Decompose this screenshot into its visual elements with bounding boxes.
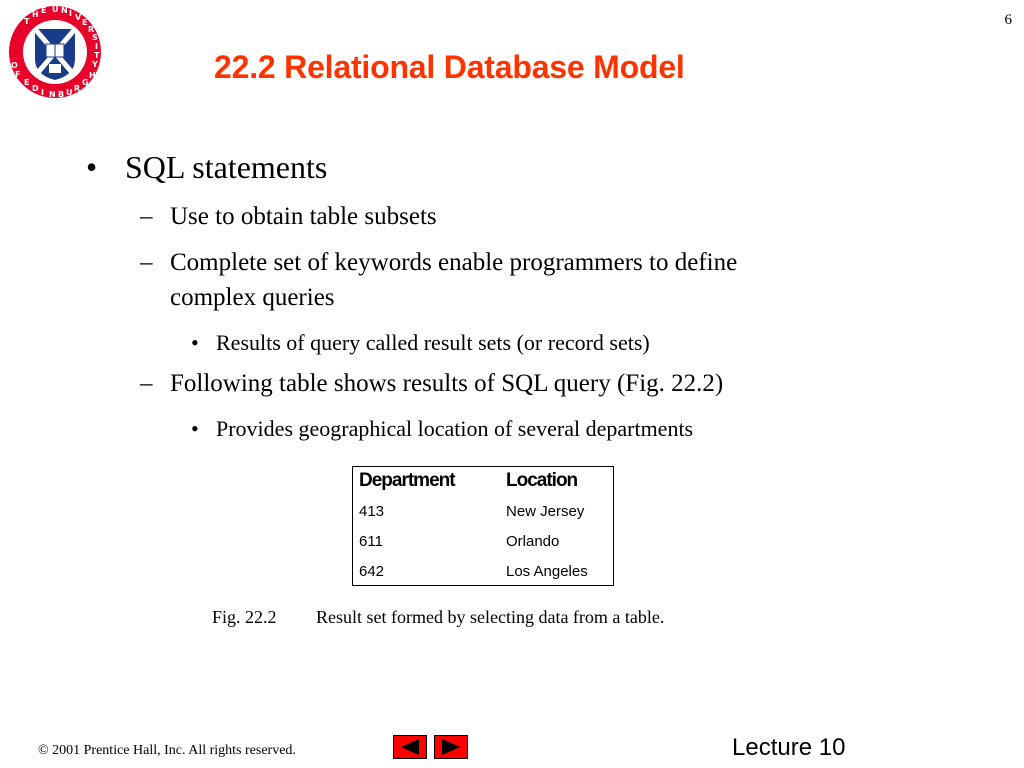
sub-bullet-mark: • xyxy=(191,330,199,355)
result-set-table xyxy=(352,466,614,586)
bullet-sql-statements: SQL statements xyxy=(125,149,328,185)
svg-text:E: E xyxy=(24,78,30,87)
dash-mark: – xyxy=(140,249,153,276)
svg-text:I: I xyxy=(41,88,44,97)
slide-number: 6 xyxy=(1004,12,1012,28)
svg-text:N: N xyxy=(49,90,56,99)
svg-text:G: G xyxy=(82,78,89,87)
university-seal-logo xyxy=(2,4,108,100)
svg-text:I: I xyxy=(69,9,72,18)
svg-text:F: F xyxy=(15,70,21,79)
figure-caption xyxy=(212,607,664,628)
svg-text:T: T xyxy=(24,17,30,26)
sub-bullet-mark: • xyxy=(191,416,199,441)
table-cell-department: 642 xyxy=(359,563,385,580)
svg-text:H: H xyxy=(32,10,39,19)
svg-text:R: R xyxy=(88,25,95,34)
table-cell-department: 611 xyxy=(359,533,383,550)
svg-text:B: B xyxy=(58,90,65,99)
bullet-complete-set-line2: complex queries xyxy=(170,284,335,311)
svg-text:U: U xyxy=(66,88,73,97)
previous-slide-button[interactable] xyxy=(393,735,427,759)
bullet-use-to-obtain: Use to obtain table subsets xyxy=(170,203,437,230)
slide-title: 22.2 Relational Database Model xyxy=(214,49,685,85)
svg-text:O: O xyxy=(11,61,18,70)
svg-text:H: H xyxy=(89,71,96,80)
svg-text:T: T xyxy=(94,51,100,60)
bullet-complete-set-line1: Complete set of keywords enable programmers to define xyxy=(170,249,738,276)
svg-text:I: I xyxy=(95,42,98,51)
svg-text:V: V xyxy=(75,13,82,22)
svg-text:R: R xyxy=(74,84,81,93)
next-slide-button[interactable] xyxy=(434,735,468,759)
lecture-label: Lecture 10 xyxy=(732,734,846,761)
copyright-notice: © 2001 Prentice Hall, Inc. All rights reserved. xyxy=(38,743,296,758)
bullet-results-of-query: Results of query called result sets (or record sets) xyxy=(216,330,650,355)
table-cell-location: Los Angeles xyxy=(506,563,588,580)
triangle-left-icon xyxy=(394,736,426,758)
svg-text:S: S xyxy=(92,33,98,42)
bullet-provides-geo: Provides geographical location of several departments xyxy=(216,416,694,441)
column-header-department: Department xyxy=(359,470,455,491)
svg-text:E: E xyxy=(82,18,88,27)
dash-mark: – xyxy=(140,370,153,397)
figure-number: Fig. 22.2 xyxy=(212,607,277,627)
svg-text:N: N xyxy=(61,6,68,15)
figure-caption-text: Result set formed by selecting data from a table. xyxy=(316,607,665,627)
svg-text:U: U xyxy=(52,5,59,14)
bullet-following-table: Following table shows results of SQL query (Fig. 22.2) xyxy=(170,370,724,397)
column-header-location: Location xyxy=(506,470,578,491)
table-cell-department: 413 xyxy=(359,503,385,520)
table-cell-location: New Jersey xyxy=(506,503,585,520)
svg-text:Y: Y xyxy=(92,60,98,69)
table-cell-location: Orlando xyxy=(506,533,560,550)
triangle-right-icon xyxy=(435,736,467,758)
dash-mark: – xyxy=(140,203,153,230)
svg-text:D: D xyxy=(32,84,39,93)
svg-text:E: E xyxy=(41,6,47,15)
bullet-mark: • xyxy=(86,149,98,185)
